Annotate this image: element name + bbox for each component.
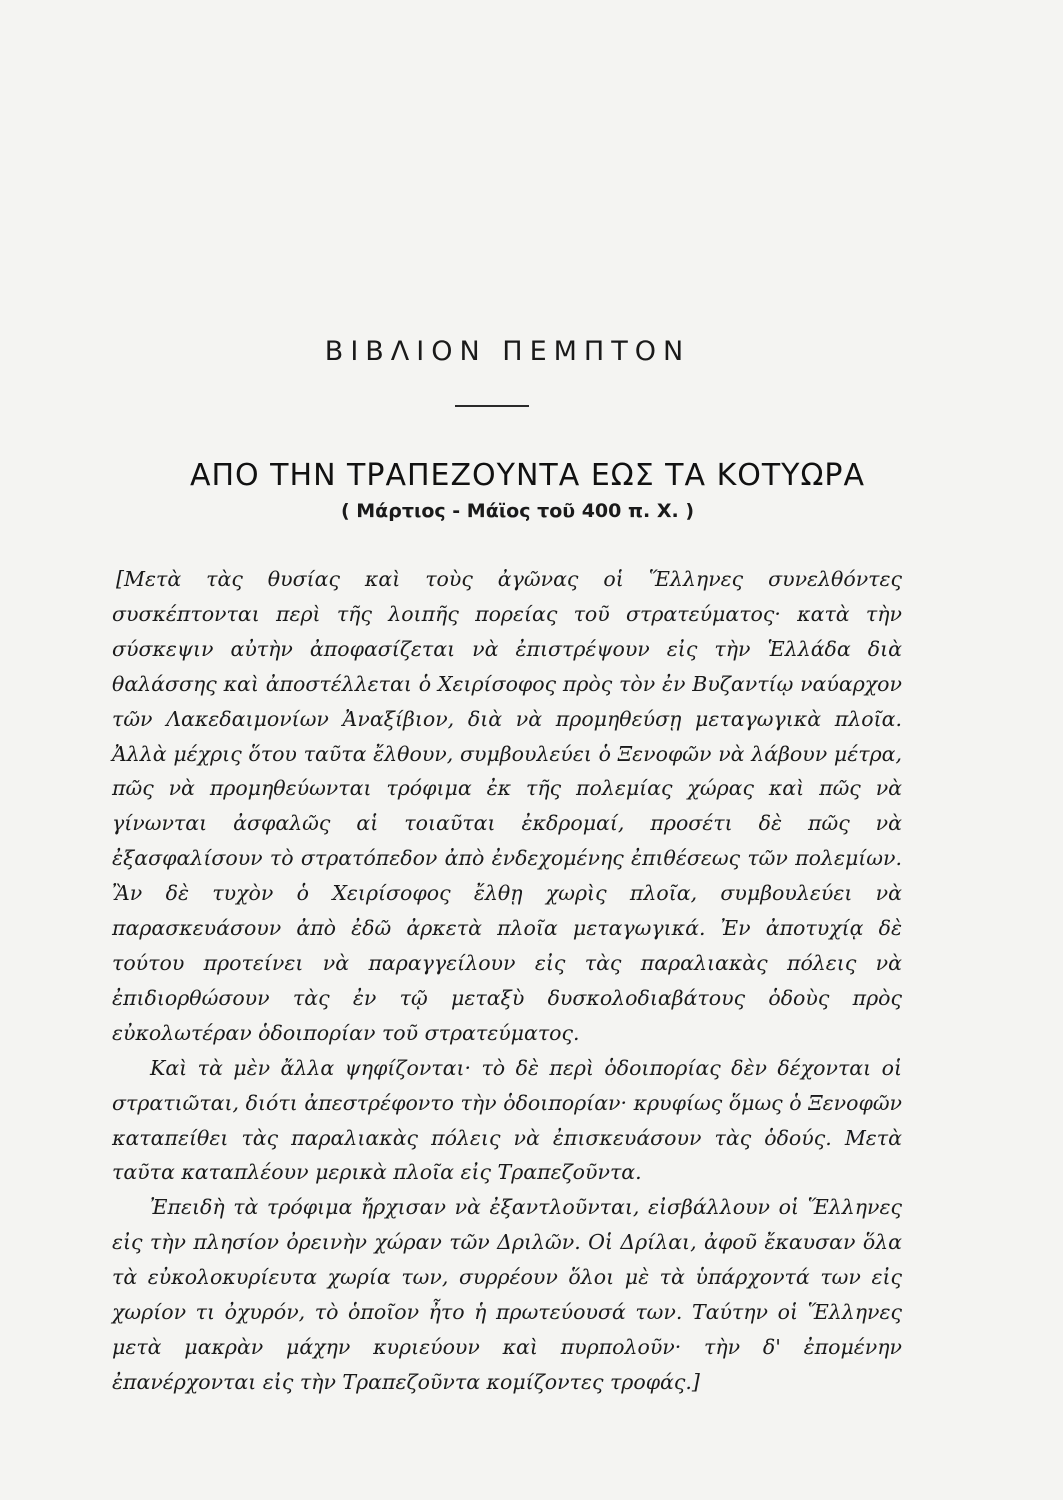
separator-rule [455,405,529,407]
chapter-title: ΑΠΟ ΤΗΝ ΤΡΑΠΕΖΟΥΝΤΑ ΕΩΣ ΤΑ ΚΟΤΥΩΡΑ [189,458,866,493]
summary-paragraph-1: [Μετὰ τὰς θυσίας καὶ τοὺς ἀγῶνας οἱ Ἕλληνες συνελθόντες συσκέπτονται περὶ τῆς λοιπῆς πορείας τοῦ στρατεύματος· κατὰ τὴν σύσκεψιν αὐτὴν ἀποφασίζεται νὰ ἐπιστρέψουν εἰς τὴν Ἑλλάδα διὰ θαλάσσης καὶ ἀποστέλλεται ὁ Χειρίσοφος πρὸς τὸν ἐν Βυζαντίῳ ναύαρχον τῶν Λακεδαιμονίων Ἀναξίβιον, διὰ νὰ προμηθεύσῃ μεταγωγικὰ πλοῖα. Ἀλλὰ μέχρις ὅτου ταῦτα ἔλθουν, συμβουλεύει ὁ Ξενοφῶν νὰ λάβουν μέτρα, πῶς νὰ προμηθεύωνται τρόφιμα ἐκ τῆς πολεμίας χώρας καὶ πῶς νὰ γίνωνται ἀσφαλῶς αἱ τοιαῦται ἐκδρομαί, προσέτι δὲ πῶς νὰ ἐξασφαλίσουν τὸ στρατόπεδον ἀπὸ ἐνδεχομένης ἐπιθέσεως τῶν πολεμίων. Ἂν δὲ τυχὸν ὁ Χειρίσοφος ἔλθῃ χωρὶς πλοῖα, συμβουλεύει νὰ παρασκευάσουν ἀπὸ ἐδῶ ἀρκετὰ πλοῖα μεταγωγικά. Ἐν ἀποτυχίᾳ δὲ τούτου προτείνει νὰ παραγγείλουν εἰς τὰς παραλιακὰς πόλεις νὰ ἐπιδιορθώσουν τὰς ἐν τῷ μεταξὺ δυσκολοδιαβάτους ὁδοὺς πρὸς εὐκολωτέραν ὁδοιπορίαν τοῦ στρατεύματος. [112,567,902,1045]
book-heading: ΒΙΒΛΙΟΝ ΠΕΜΠΤΟΝ [324,336,691,367]
chapter-summary [112,562,902,1400]
summary-paragraph-2: Καὶ τὰ μὲν ἄλλα ψηφίζονται· τὸ δὲ περὶ ὁδοιπορίας δὲν δέχονται οἱ στρατιῶται, διότι ἀπεστρέφοντο τὴν ὁδοιπορίαν· κρυφίως ὅμως ὁ Ξενοφῶν καταπείθει τὰς παραλιακὰς πόλεις νὰ ἐπισκευάσουν τὰς ὁδούς. Μετὰ ταῦτα καταπλέουν μερικὰ πλοῖα εἰς Τραπεζοῦντα. [112,1055,902,1185]
date-subtitle: ( Μάρτιος - Μάϊος τοῦ 400 π. Χ. ) [340,500,695,522]
summary-paragraph-3: Ἐπειδὴ τὰ τρόφιμα ἤρχισαν νὰ ἐξαντλοῦνται, εἰσβάλλουν οἱ Ἕλληνες εἰς τὴν πλησίον ὀρεινὴν χώραν τῶν Δριλῶν. Οἱ Δρίλαι, ἀφοῦ ἔκαυσαν ὅλα τὰ εὐκολοκυρίευτα χωρία των, συρρέουν ὅλοι μὲ τὰ ὑπάρχοντά των εἰς χωρίον τι ὀχυρόν, τὸ ὁποῖον ἦτο ἡ πρωτεύουσά των. Ταύτην οἱ Ἕλληνες μετὰ μακρὰν μάχην κυριεύουν καὶ πυρπολοῦν· τὴν δ' ἐπομένην ἐπανέρχονται εἰς τὴν Τραπεζοῦντα κομίζοντες τροφάς.] [112,1195,902,1394]
